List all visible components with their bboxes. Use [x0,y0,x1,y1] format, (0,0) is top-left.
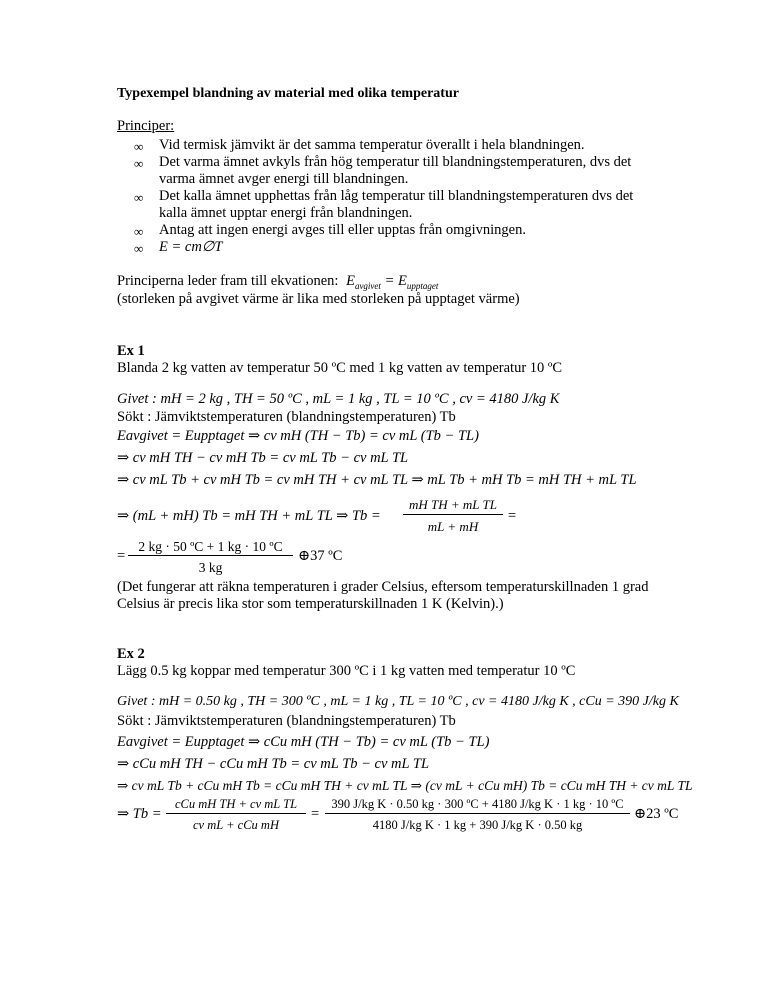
list-item: Antag att ingen energi avges till eller upptas från omgivningen. [159,222,526,238]
ex2-heading: Ex 2 [117,646,145,662]
list-item-cont: varma ämnet avger energi till blandningen. [159,171,409,187]
ex1-value-num: 2 kg · 50 ºC + 1 kg · 10 ºC [138,539,283,554]
ex1-description: Blanda 2 kg vatten av temperatur 50 ºC med 1 kg vatten av temperatur 10 ºC [117,360,563,376]
eq-sub2: upptaget [406,280,439,291]
ex1-eq-line4: ⇒ (mL + mH) Tb = mH TH + mL TL ⇒ Tb = [117,508,381,524]
ex1-frac-line [403,514,503,515]
bullet-icon: ∞ [134,190,144,205]
ex2-description: Lägg 0.5 kg koppar med temperatur 300 ºC i 1 kg vatten med temperatur 10 ºC [117,663,576,679]
lead-equation [346,273,438,289]
ex1-given: Givet : mH = 2 kg , TH = 50 ºC , mL = 1 kg , TL = 10 ºC , cv = 4180 J/kg K [117,391,560,407]
ex1-eq-line5-sign: = [117,548,126,564]
bullet-icon: ∞ [134,224,144,239]
ex2-frac-num: cCu mH TH + cv mL TL [174,797,298,811]
ex2-frac-den: cv mL + cCu mH [193,818,279,832]
lead-text [117,274,438,291]
ex1-heading: Ex 1 [117,343,145,359]
ex1-eq-line2: ⇒ cv mH TH − cv mH Tb = cv mL Tb − cv mL TL [117,450,409,466]
ex1-note-line2: Celsius är precis lika stor som temperaturskillnaden 1 K (Kelvin).) [117,596,504,612]
ex1-note-line1: (Det fungerar att räkna temperaturen i grader Celsius, eftersom temperaturskillnaden 1 grad [117,579,649,595]
eq-e1: E [346,273,355,289]
page-title: Typexempel blandning av material med olika temperatur [117,86,459,101]
principles-heading: Principer: [117,118,175,134]
ex2-value-den: 4180 J/kg K · 1 kg + 390 J/kg K · 0.50 kg [372,818,583,832]
ex2-eq-line4: ⇒ Tb = [117,806,162,822]
ex2-value-line [325,813,630,814]
ex2-sought: Sökt : Jämviktstemperaturen (blandningstemperaturen) Tb [117,713,456,729]
ex1-eq-line1: Eavgivet = Eupptaget ⇒ cv mH (TH − Tb) = cv mL (Tb − TL) [117,428,479,444]
bullet-icon: ∞ [134,241,144,256]
lead-note: (storleken på avgivet värme är lika med storleken på upptaget värme) [117,291,520,307]
list-item: Vid termisk jämvikt är det samma temperatur överallt i hela blandningen. [159,137,585,153]
list-item-cont: kalla ämnet upptar energi från blandningen. [159,205,413,221]
ex2-frac-line [166,813,306,814]
lead-label: Principerna leder fram till ekvationen: [117,273,339,289]
list-item: Det varma ämnet avkyls från hög temperatur till blandningstemperaturen, dvs det [159,154,632,170]
ex2-eq-line3: ⇒ cv mL Tb + cCu mH Tb = cCu mH TH + cv mL TL ⇒ (cv mL + cCu mH) Tb = cCu mH TH + cv mL TL [117,778,693,793]
ex2-eq-sign: = [311,806,320,822]
bullet-icon: ∞ [134,156,144,171]
ex1-sought: Sökt : Jämviktstemperaturen (blandningstemperaturen) Tb [117,409,456,425]
ex1-eq-line3: ⇒ cv mL Tb + cv mH Tb = cv mH TH + cv mL TL ⇒ mL Tb + mH Tb = mH TH + mL TL [117,472,637,488]
list-item: Det kalla ämnet upphettas från låg temperatur till blandningstemperaturen dvs det [159,188,634,204]
ex2-value-num: 390 J/kg K · 0.50 kg · 300 ºC + 4180 J/kg K · 1 kg · 10 ºC [331,797,624,811]
ex1-result: ⊕37 ºC [298,548,343,564]
ex1-frac-den: mL + mH [427,519,479,534]
eq-sub1: avgivet [354,280,381,291]
ex2-eq-line2: ⇒ cCu mH TH − cCu mH Tb = cv mL Tb − cv mL TL [117,756,430,772]
eq-mid: = E [380,273,407,289]
ex1-value-den: 3 kg [198,560,223,575]
ex1-eq-sign: = [508,508,517,524]
ex2-given: Givet : mH = 0.50 kg , TH = 300 ºC , mL = 1 kg , TL = 10 ºC , cv = 4180 J/kg K , cCu = 390 J/kg K [117,694,679,709]
ex1-frac-num: mH TH + mL TL [408,497,497,512]
list-item-formula: E = cm∅T [159,239,223,255]
bullet-icon: ∞ [134,139,144,154]
ex2-eq-line1: Eavgivet = Eupptaget ⇒ cCu mH (TH − Tb) = cv mL (Tb − TL) [117,734,490,750]
ex2-result: ⊕23 ºC [634,806,679,822]
ex1-value-line [128,555,293,556]
